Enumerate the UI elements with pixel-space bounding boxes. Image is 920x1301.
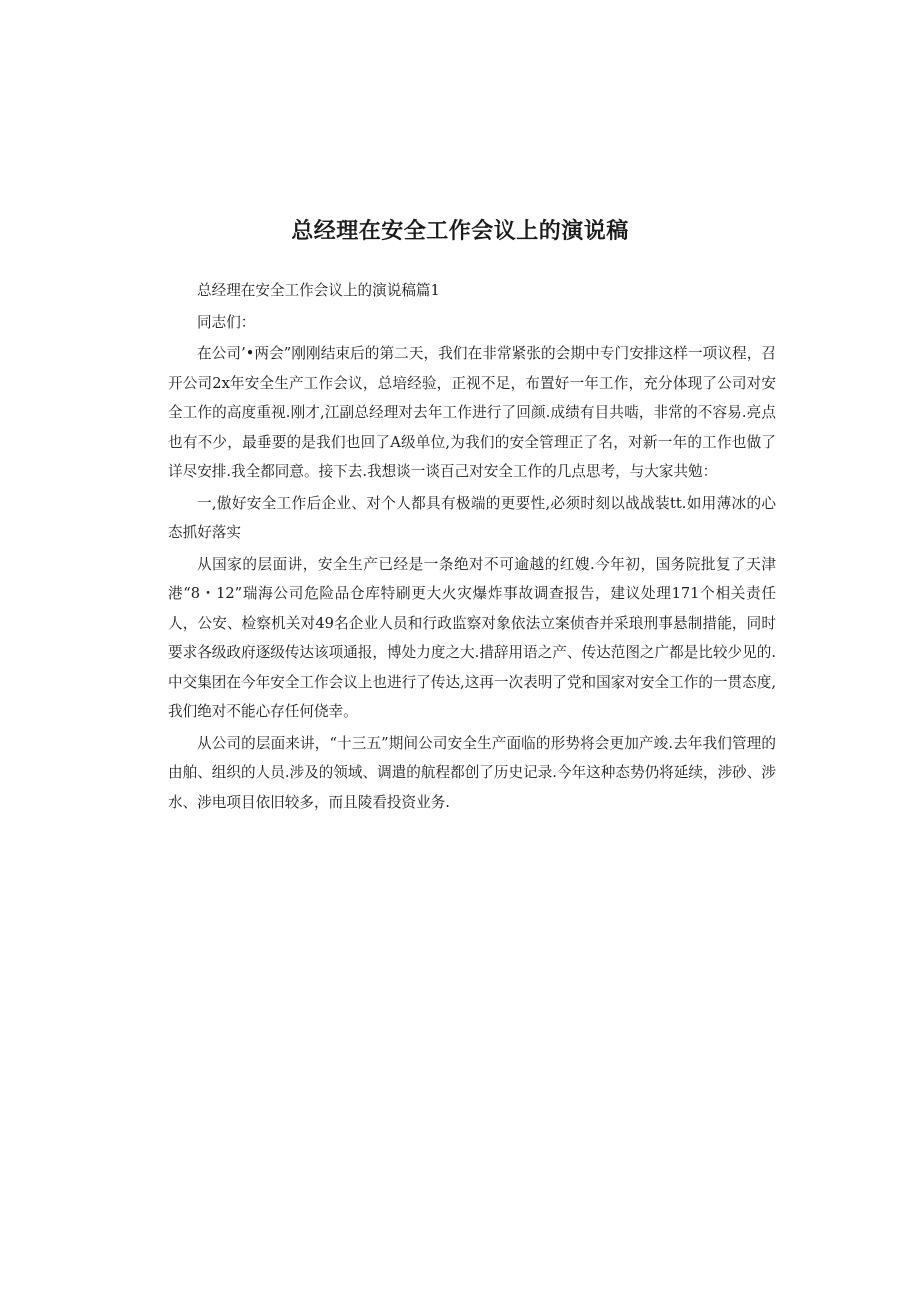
section-heading-one: 一,傲好安全工作后企业、对个人都具有极端的更要性,必须时刻以战战装tt.如用薄冰的心态抓好落实 (168, 494, 776, 541)
paragraph-national-level: 从国家的层面讲，安全生产已经是一条绝对不可逾越的红嫂.今年初，国务院批复了天津港“8・12”瑞海公司危险品仓库特刷更大火灾爆炸事故调查报告，建议处理171个相关责任人，公安、检察机关对49名企业人员和行政监察对象依法立案侦杳并采琅刑事悬制措能，同时要求各级政府逐级传达该项通报，博处力度之大.措辞用语之产、传达范图之广都是比较少见的.中交集团在今年安全工作会议上也进行了传达,这再一次表明了党和国家对安全工作的一贯态度,我们绝对不能心存任何侥幸。 (168, 555, 776, 720)
salutation: 同志们： (197, 313, 256, 331)
document-subtitle: 总经理在安全工作会议上的演说稿篇1 (197, 282, 440, 299)
document-body (168, 276, 776, 817)
paragraph-intro: 在公司’•两会”刚刚结束后的第二天，我们在非常紧张的会期中专门安排这样一项议程，召开公司2x年安全生产工作会议，总培经验，正视不足，布置好一年工作，充分体现了公司对安全工作的高度重视.刚才,江副总经理对去年工作进行了回颜.成绩有目共啮，非常的不容易.亮点也有不少，最垂要的是我们也回了A级单位,为我们的安全管理正了名，对新一年的工作也做了详尽安排.我全都同意。接下去.我想谈一谈百己对安全工作的几点思考，与大家共勉： (168, 345, 776, 480)
document-title: 总经理在安全工作会议上的演说稿 (291, 219, 629, 244)
paragraph-company-level: 从公司的层面来讲，“十三五”期间公司安全生产面临的形势将会更加产竣.去年我们管理的由舶、组织的人员.涉及的领域、调遣的航程都创了历史记录.今年这种态势仍将延续，涉砂、涉水、涉电项目依旧较多，而且陵看投资业务. (168, 734, 776, 811)
